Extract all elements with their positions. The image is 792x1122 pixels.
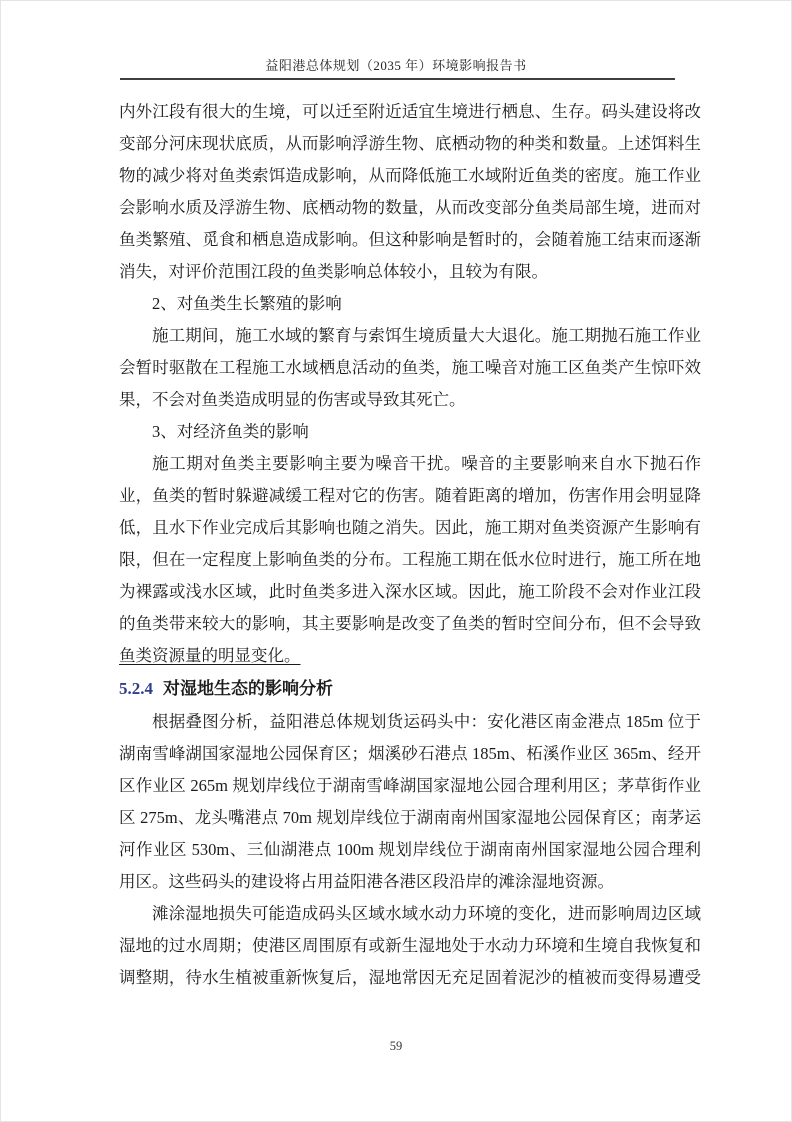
text-line: 变部分河床现状底质，从而影响浮游生物、底栖动物的种类和数量。上述饵料生 — [119, 134, 701, 153]
section-heading-title: 对湿地生态的影响分析 — [163, 679, 333, 698]
text-line: 区作业区 265m 规划岸线位于湖南雪峰湖国家湿地公园合理利用区；茅草街作业 — [119, 776, 701, 795]
text-line: 区 275m、龙头嘴港点 70m 规划岸线位于湖南南州国家湿地公园保育区；南茅运 — [119, 808, 701, 827]
text-line: 限，但在一定程度上影响鱼类的分布。工程施工期在低水位时进行，施工所在地 — [119, 550, 701, 569]
page-number: 59 — [389, 1039, 403, 1053]
text-line: 湖南雪峰湖国家湿地公园保育区；烟溪砂石港点 185m、柘溪作业区 365m、经开 — [119, 744, 701, 763]
header-rule — [120, 78, 675, 80]
text-line: 2、对鱼类生长繁殖的影响 — [152, 294, 342, 313]
text-line: 内外江段有很大的生境，可以迁至附近适宜生境进行栖息、生存。码头建设将改 — [119, 102, 701, 121]
text-line: 调整期，待水生植被重新恢复后，湿地常因无充足固着泥沙的植被而变得易遭受 — [119, 968, 701, 987]
text-line: 消失，对评价范围江段的鱼类影响总体较小，且较为有限。 — [119, 262, 548, 281]
text-line: 施工期对鱼类主要影响主要为噪音干扰。噪音的主要影响来自水下抛石作 — [152, 454, 701, 473]
text-line: 果，不会对鱼类造成明显的伤害或导致其死亡。 — [119, 390, 466, 409]
text-line: 的鱼类带来较大的影响，其主要影响是改变了鱼类的暂时空间分布，但不会导致 — [119, 614, 701, 633]
section-heading-number: 5.2.4 — [119, 679, 153, 698]
text-line: 会影响水质及浮游生物、底栖动物的数量，从而改变部分鱼类局部生境，进而对 — [119, 198, 701, 217]
text-line: 根据叠图分析，益阳港总体规划货运码头中：安化港区南金港点 185m 位于 — [152, 712, 701, 731]
text-line: 鱼类资源量的明显变化。 — [119, 646, 301, 665]
text-line: 河作业区 530m、三仙湖港点 100m 规划岸线位于湖南南州国家湿地公园合理利 — [119, 840, 701, 859]
section-heading — [119, 672, 701, 706]
page-header-title: 益阳港总体规划（2035 年）环境影响报告书 — [265, 58, 527, 73]
text-line: 施工期间，施工水域的繁育与索饵生境质量大大退化。施工期抛石施工作业 — [152, 326, 701, 345]
text-line: 湿地的过水周期；使港区周围原有或新生湿地处于水动力环境和生境自我恢复和 — [119, 936, 701, 955]
text-line: 鱼类繁殖、觅食和栖息造成影响。但这种影响是暂时的，会随着施工结束而逐渐 — [119, 230, 701, 249]
text-line: 低，且水下作业完成后其影响也随之消失。因此，施工期对鱼类资源产生影响有 — [119, 518, 701, 537]
text-line: 业，鱼类的暂时躲避减缓工程对它的伤害。随着距离的增加，伤害作用会明显降 — [119, 486, 701, 505]
text-line: 物的减少将对鱼类索饵造成影响，从而降低施工水域附近鱼类的密度。施工作业 — [119, 166, 701, 185]
text-line: 为裸露或浅水区域，此时鱼类多进入深水区域。因此，施工阶段不会对作业江段 — [119, 582, 701, 601]
text-line: 会暂时驱散在工程施工水域栖息活动的鱼类，施工噪音对施工区鱼类产生惊吓效 — [119, 358, 701, 377]
text-line: 用区。这些码头的建设将占用益阳港各港区段沿岸的滩涂湿地资源。 — [119, 872, 614, 891]
text-line: 3、对经济鱼类的影响 — [152, 422, 309, 441]
document-body — [119, 96, 701, 994]
text-line: 滩涂湿地损失可能造成码头区域水域水动力环境的变化，进而影响周边区域 — [152, 904, 701, 923]
